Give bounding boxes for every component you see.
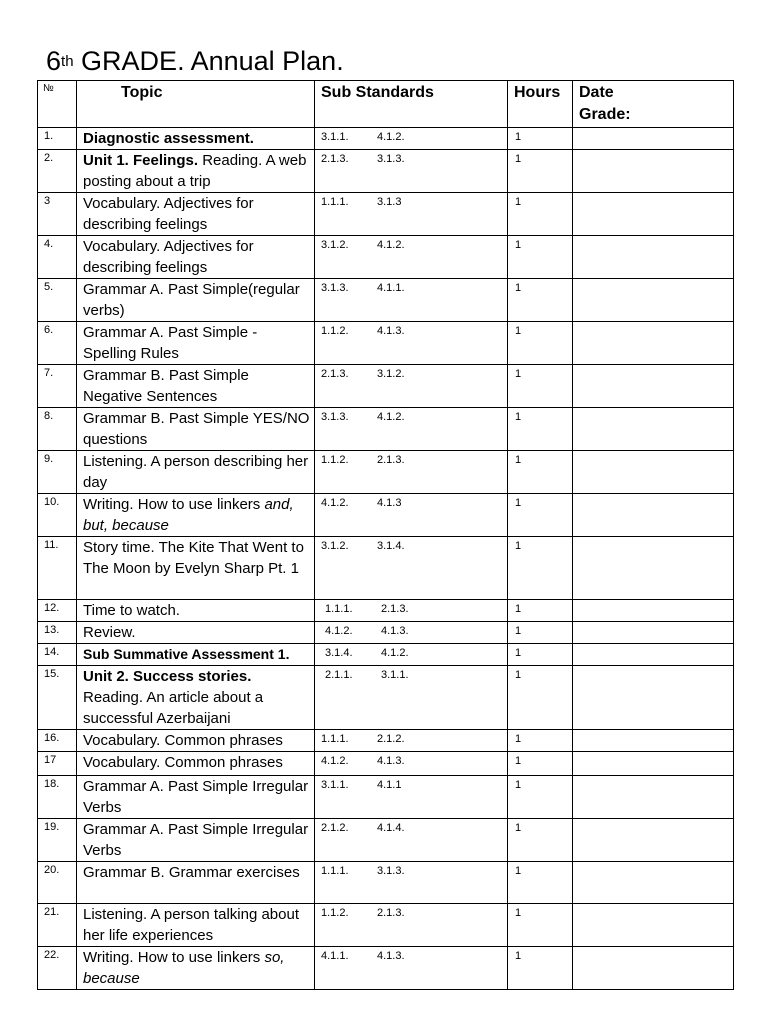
row-date-grade[interactable]: [573, 193, 734, 236]
sub-standard-1: 4.1.2.: [321, 755, 349, 767]
row-topic: [77, 776, 315, 819]
row-date-grade[interactable]: [573, 904, 734, 947]
row-number: 5.: [38, 279, 77, 322]
row-sub-standards: [315, 730, 508, 752]
row-topic: [77, 947, 315, 990]
row-sub-standards: [315, 150, 508, 193]
row-number: 20.: [38, 862, 77, 904]
topic-text: Vocabulary. Common phrases: [83, 732, 283, 749]
row-date-grade[interactable]: [573, 408, 734, 451]
row-topic: [77, 862, 315, 904]
sub-standard-1: 1.1.1.: [321, 733, 349, 745]
sub-standard-2: 4.1.1.: [377, 282, 405, 294]
topic-bold-text: Unit 1. Feelings.: [83, 152, 199, 169]
sub-standard-1: 4.1.2.: [325, 625, 353, 637]
row-topic: [77, 322, 315, 365]
sub-standard-2: 3.1.2.: [377, 368, 405, 380]
row-hours: 1: [508, 365, 573, 408]
row-topic: [77, 752, 315, 776]
row-number: 4.: [38, 236, 77, 279]
sub-standard-2: 3.1.4.: [377, 540, 405, 552]
row-topic: [77, 819, 315, 862]
row-sub-standards: [315, 365, 508, 408]
row-date-grade[interactable]: [573, 776, 734, 819]
row-topic: [77, 666, 315, 730]
row-hours: 1: [508, 666, 573, 730]
title-number: 6: [46, 46, 62, 76]
row-hours: 1: [508, 904, 573, 947]
row-sub-standards: [315, 644, 508, 666]
row-hours: 1: [508, 776, 573, 819]
table-row: [38, 600, 734, 622]
row-number: 7.: [38, 365, 77, 408]
row-topic: [77, 365, 315, 408]
row-number: 10.: [38, 494, 77, 537]
row-date-grade[interactable]: [573, 128, 734, 150]
table-row: [38, 819, 734, 862]
sub-standard-2: 4.1.2.: [381, 647, 409, 659]
topic-italic-text: and, but, because: [83, 496, 294, 534]
row-sub-standards: [315, 666, 508, 730]
row-topic: [77, 236, 315, 279]
row-sub-standards: [315, 537, 508, 600]
table-row: [38, 666, 734, 730]
row-number: 11.: [38, 537, 77, 600]
sub-standard-1: 2.1.3.: [321, 368, 349, 380]
page-title: [46, 44, 344, 78]
row-date-grade[interactable]: [573, 947, 734, 990]
table-row: [38, 862, 734, 904]
table-row: [38, 322, 734, 365]
row-hours: 1: [508, 622, 573, 644]
row-number: 14.: [38, 644, 77, 666]
row-number: 17: [38, 752, 77, 776]
topic-text: Grammar B. Past Simple YES/NO questions: [83, 410, 310, 448]
row-topic: [77, 644, 315, 666]
row-number: 16.: [38, 730, 77, 752]
row-hours: 1: [508, 150, 573, 193]
topic-text: Listening. A person describing her day: [83, 453, 309, 491]
sub-standard-1: 1.1.1.: [325, 603, 353, 615]
topic-text: Reading. A web posting about a trip: [83, 152, 307, 190]
row-date-grade[interactable]: [573, 451, 734, 494]
table-row: [38, 408, 734, 451]
row-sub-standards: [315, 600, 508, 622]
row-date-grade[interactable]: [573, 752, 734, 776]
table-row: [38, 365, 734, 408]
sub-standard-1: 1.1.1.: [321, 865, 349, 877]
header-number: №: [38, 81, 77, 128]
row-sub-standards: [315, 947, 508, 990]
row-topic: [77, 408, 315, 451]
row-hours: 1: [508, 494, 573, 537]
row-sub-standards: [315, 622, 508, 644]
header-sub-standards: Sub Standards: [315, 81, 508, 128]
row-topic: [77, 279, 315, 322]
topic-italic-text: so, because: [83, 949, 285, 987]
table-row: [38, 193, 734, 236]
sub-standard-1: 1.1.2.: [321, 907, 349, 919]
topic-text: Reading. An article about a successful Azerbaijani: [83, 689, 264, 727]
row-date-grade[interactable]: [573, 279, 734, 322]
row-number: 6.: [38, 322, 77, 365]
sub-standard-1: 1.1.2.: [321, 325, 349, 337]
row-topic: [77, 193, 315, 236]
topic-text: Grammar B. Past Simple Negative Sentences: [83, 367, 249, 405]
header-hours: Hours: [508, 81, 573, 128]
sub-standard-1: 1.1.2.: [321, 454, 349, 466]
row-date-grade[interactable]: [573, 819, 734, 862]
topic-text: Grammar A. Past Simple(regular verbs): [83, 281, 300, 319]
row-hours: 1: [508, 600, 573, 622]
table-row: [38, 150, 734, 193]
row-topic: [77, 451, 315, 494]
header-row: [38, 81, 734, 128]
topic-text: Vocabulary. Adjectives for describing feelings: [83, 195, 254, 233]
row-date-grade[interactable]: [573, 494, 734, 537]
sub-standard-2: 2.1.2.: [377, 733, 405, 745]
row-sub-standards: [315, 279, 508, 322]
sub-standard-2: 3.1.1.: [381, 669, 409, 681]
row-hours: 1: [508, 408, 573, 451]
row-hours: 1: [508, 644, 573, 666]
sub-standard-2: 2.1.3.: [381, 603, 409, 615]
header-topic: Topic: [77, 81, 315, 128]
table-row: [38, 752, 734, 776]
row-number: 22.: [38, 947, 77, 990]
annual-plan-table: [37, 80, 734, 990]
row-hours: 1: [508, 862, 573, 904]
row-hours: 1: [508, 947, 573, 990]
row-date-grade[interactable]: [573, 150, 734, 193]
row-number: 3: [38, 193, 77, 236]
table-row: [38, 451, 734, 494]
row-sub-standards: [315, 904, 508, 947]
row-hours: 1: [508, 537, 573, 600]
row-hours: 1: [508, 322, 573, 365]
row-date-grade[interactable]: [573, 622, 734, 644]
sub-standard-2: 4.1.3.: [377, 950, 405, 962]
topic-text: Listening. A person talking about her life experiences: [83, 906, 299, 944]
table-row: [38, 947, 734, 990]
row-hours: 1: [508, 236, 573, 279]
sub-standard-1: 3.1.2.: [321, 239, 349, 251]
row-hours: 1: [508, 819, 573, 862]
topic-text: Vocabulary. Adjectives for describing feelings: [83, 238, 254, 276]
row-date-grade[interactable]: [573, 537, 734, 600]
sub-standard-1: 3.1.3.: [321, 411, 349, 423]
topic-text: Grammar A. Past Simple - Spelling Rules: [83, 324, 258, 362]
row-date-grade[interactable]: [573, 600, 734, 622]
sub-standard-1: 3.1.1.: [321, 779, 349, 791]
sub-standard-2: 4.1.3.: [377, 325, 405, 337]
sub-standard-2: 4.1.4.: [377, 822, 405, 834]
sub-standard-1: 1.1.1.: [321, 196, 349, 208]
row-number: 19.: [38, 819, 77, 862]
row-number: 15.: [38, 666, 77, 730]
topic-text: Grammar A. Past Simple Irregular Verbs: [83, 778, 309, 816]
table-row: [38, 730, 734, 752]
table-row: [38, 776, 734, 819]
row-sub-standards: [315, 408, 508, 451]
row-sub-standards: [315, 128, 508, 150]
topic-text: Grammar A. Past Simple Irregular Verbs: [83, 821, 309, 859]
table-row: [38, 236, 734, 279]
row-topic: [77, 600, 315, 622]
row-date-grade[interactable]: [573, 666, 734, 730]
sub-standard-1: 3.1.4.: [325, 647, 353, 659]
sub-standard-2: 4.1.3.: [377, 755, 405, 767]
topic-text: Vocabulary. Common phrases: [83, 754, 283, 771]
sub-standard-1: 2.1.3.: [321, 153, 349, 165]
topic-text: Time to watch.: [83, 602, 180, 619]
table-row: [38, 904, 734, 947]
sub-standard-2: 4.1.2.: [377, 131, 405, 143]
sub-standard-1: 2.1.1.: [325, 669, 353, 681]
row-number: 9.: [38, 451, 77, 494]
row-hours: 1: [508, 193, 573, 236]
row-date-grade[interactable]: [573, 644, 734, 666]
table-body: [38, 128, 734, 990]
row-date-grade[interactable]: [573, 862, 734, 904]
row-number: 13.: [38, 622, 77, 644]
row-hours: 1: [508, 451, 573, 494]
sub-standard-1: 3.1.2.: [321, 540, 349, 552]
table-row: [38, 494, 734, 537]
sub-standard-2: 4.1.1: [377, 779, 402, 791]
sub-standard-1: 3.1.1.: [321, 131, 349, 143]
row-sub-standards: [315, 819, 508, 862]
row-number: 21.: [38, 904, 77, 947]
topic-text: Writing. How to use linkers: [83, 949, 265, 966]
sub-standard-2: 3.1.3.: [377, 153, 405, 165]
row-sub-standards: [315, 451, 508, 494]
row-sub-standards: [315, 862, 508, 904]
row-hours: 1: [508, 128, 573, 150]
row-hours: 1: [508, 752, 573, 776]
row-date-grade[interactable]: [573, 322, 734, 365]
row-topic: [77, 150, 315, 193]
row-topic: [77, 904, 315, 947]
header-date: Date: [579, 84, 614, 101]
sub-standard-2: 2.1.3.: [377, 454, 405, 466]
sub-standard-1: 3.1.3.: [321, 282, 349, 294]
row-number: 12.: [38, 600, 77, 622]
row-topic: [77, 622, 315, 644]
table-row: [38, 622, 734, 644]
row-sub-standards: [315, 322, 508, 365]
row-sub-standards: [315, 752, 508, 776]
sub-standard-2: 3.1.3.: [377, 865, 405, 877]
row-hours: 1: [508, 730, 573, 752]
header-date-grade: [573, 81, 734, 128]
row-topic: [77, 128, 315, 150]
row-number: 2.: [38, 150, 77, 193]
table-row: [38, 279, 734, 322]
row-sub-standards: [315, 236, 508, 279]
row-number: 18.: [38, 776, 77, 819]
header-grade: Grade:: [579, 106, 631, 123]
row-number: 1.: [38, 128, 77, 150]
row-date-grade[interactable]: [573, 365, 734, 408]
sub-standard-2: 4.1.3: [377, 497, 402, 509]
sub-standard-1: 4.1.2.: [321, 497, 349, 509]
topic-text: Review.: [83, 624, 136, 641]
row-hours: 1: [508, 279, 573, 322]
table-row: [38, 128, 734, 150]
topic-bold-text: Unit 2. Success stories.: [83, 668, 252, 685]
topic-text: Writing. How to use linkers: [83, 496, 265, 513]
row-sub-standards: [315, 494, 508, 537]
sub-standard-2: 2.1.3.: [377, 907, 405, 919]
row-topic: [77, 494, 315, 537]
sub-standard-2: 4.1.2.: [377, 411, 405, 423]
topic-text: Story time. The Kite That Went to The Moon by Evelyn Sharp Pt. 1: [83, 539, 304, 577]
table-row: [38, 537, 734, 600]
sub-standard-2: 4.1.3.: [381, 625, 409, 637]
title-superscript: th: [61, 53, 74, 70]
sub-standard-1: 4.1.1.: [321, 950, 349, 962]
row-date-grade[interactable]: [573, 730, 734, 752]
row-sub-standards: [315, 193, 508, 236]
table-row: [38, 644, 734, 666]
row-topic: [77, 537, 315, 600]
topic-text: Grammar B. Grammar exercises: [83, 864, 300, 881]
row-sub-standards: [315, 776, 508, 819]
sub-standard-2: 3.1.3: [377, 196, 402, 208]
topic-bold-text: Diagnostic assessment.: [83, 130, 254, 147]
sub-standard-1: 2.1.2.: [321, 822, 349, 834]
row-number: 8.: [38, 408, 77, 451]
title-text: GRADE. Annual Plan.: [73, 46, 344, 76]
sub-standard-2: 4.1.2.: [377, 239, 405, 251]
topic-bold-text: Sub Summative Assessment 1.: [83, 646, 290, 662]
row-date-grade[interactable]: [573, 236, 734, 279]
row-topic: [77, 730, 315, 752]
